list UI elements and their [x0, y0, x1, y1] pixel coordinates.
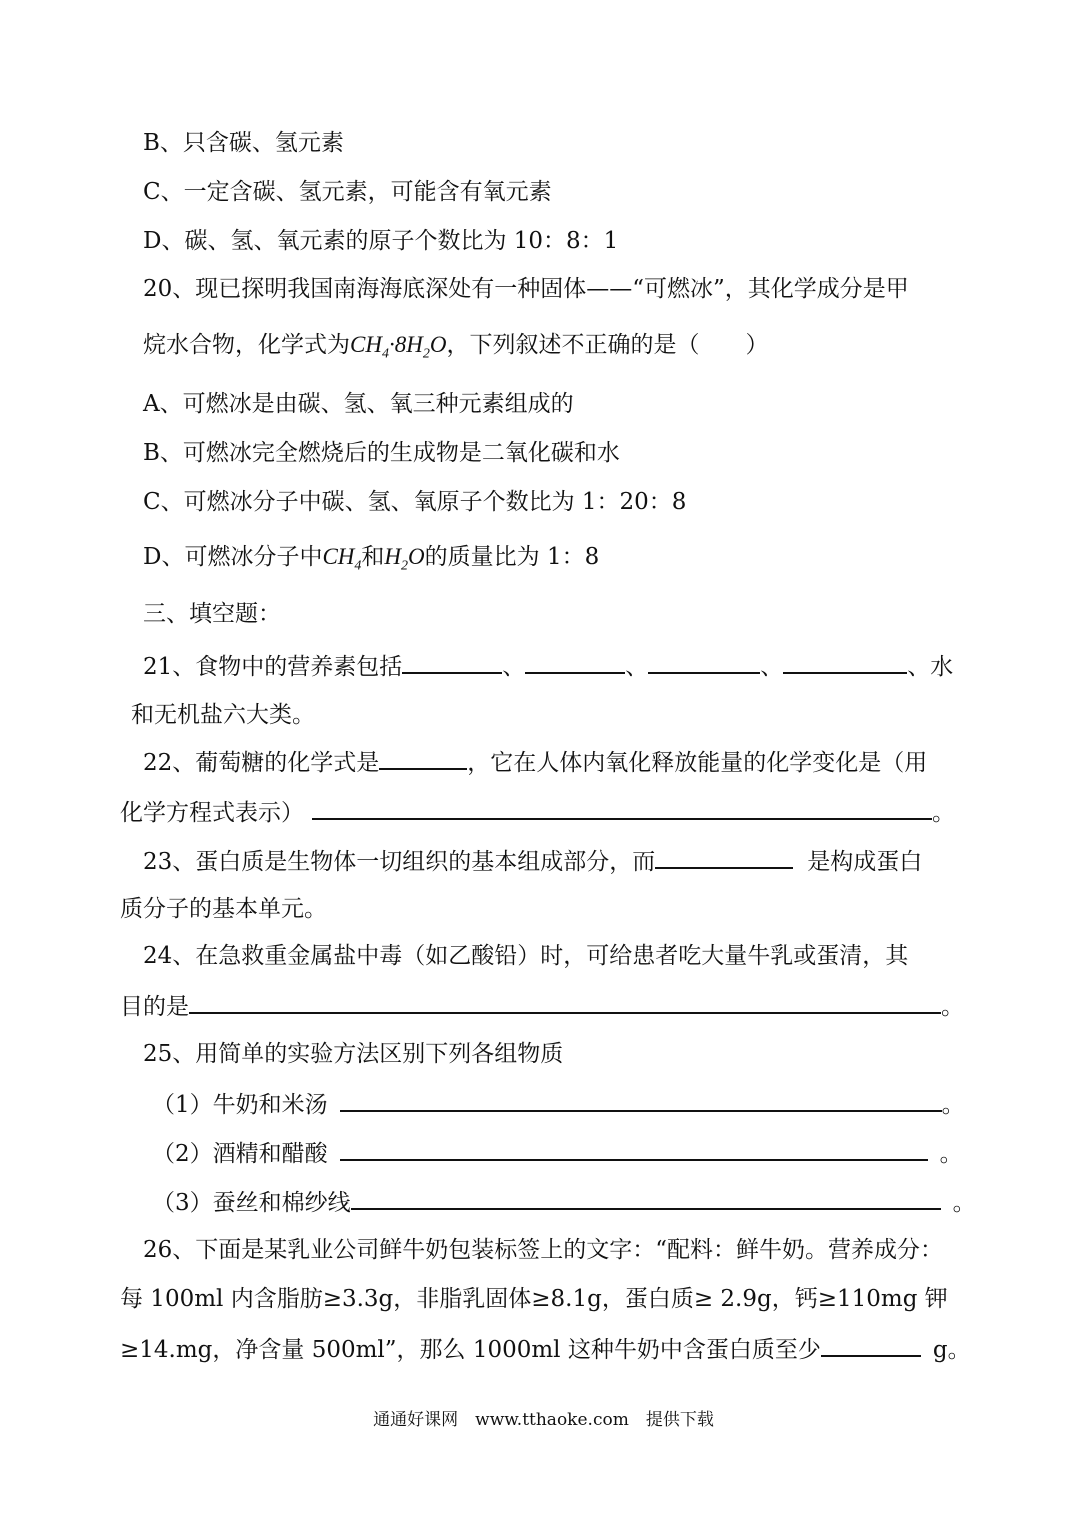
q21-line1 — [143, 650, 953, 682]
q20-option-d — [143, 542, 599, 582]
d-ch: CH — [322, 544, 355, 569]
q23-blank[interactable] — [655, 845, 793, 869]
q20-stem-line2 — [143, 330, 768, 370]
q20-option-a: A、可燃冰是由碳、氢、氧三种元素组成的 — [143, 391, 574, 417]
q25-stem: 25、用简单的实验方法区别下列各组物质 — [143, 1041, 564, 1067]
q26-line2: 每 100ml 内含脂肪≥3.3g，非脂乳固体≥8.1g，蛋白质≥ 2.9g，钙≥110mg 钾 — [120, 1286, 948, 1312]
q23-text-b: 是构成蛋白 — [807, 849, 923, 875]
section-3-heading: 三、填空题： — [143, 601, 281, 627]
q20-d-text-b: 的质量比为 1：8 — [424, 544, 600, 570]
q26-line1: 26、下面是某乳业公司鲜牛奶包装标签上的文字：“配料：鲜牛奶。营养成分： — [143, 1237, 944, 1263]
q25-blank-2[interactable] — [340, 1137, 928, 1161]
d-sub-2: 2 — [401, 558, 409, 574]
q26-line3 — [120, 1333, 971, 1365]
q25-item-3 — [152, 1186, 976, 1218]
q20-formula — [350, 332, 447, 362]
q19-option-b: B、只含碳、氢元素 — [143, 130, 344, 156]
q24-line2 — [120, 990, 964, 1022]
q19-option-d: D、碳、氢、氧元素的原子个数比为 10：8：1 — [143, 228, 619, 254]
formula-sub-2: 2 — [422, 346, 430, 362]
q22-line1 — [143, 746, 927, 778]
q20-d-text-a: D、可燃冰分子中 — [143, 544, 323, 570]
q21-end: 、水 — [907, 654, 954, 680]
q19-option-c: C、一定含碳、氢元素，可能含有氧元素 — [143, 179, 552, 205]
page-footer: 通通好课网 www.tthaoke.com 提供下载 — [373, 1410, 714, 1430]
formula-ch: CH — [350, 332, 382, 357]
q20-option-c: C、可燃冰分子中碳、氢、氧原子个数比为 1：20：8 — [143, 489, 687, 515]
q21-blank-3[interactable] — [648, 650, 760, 674]
q25-end-2: 。 — [939, 1141, 963, 1167]
q24-line1: 24、在急救重金属盐中毒（如乙酸铅）时，可给患者吃大量牛乳或蛋清，其 — [143, 943, 909, 969]
q25-item-1-label: （1）牛奶和米汤 — [152, 1092, 328, 1118]
q24-blank[interactable] — [189, 990, 941, 1014]
q21-sep-3: 、 — [760, 654, 784, 680]
q26-text-b: g。 — [932, 1337, 971, 1363]
q21-line2: 和无机盐六大类。 — [131, 702, 315, 728]
q26-text-a: ≥14.mg，净含量 500ml”，那么 1000ml 这种牛奶中含蛋白质至少 — [120, 1337, 821, 1363]
q20-stem-line1: 20、现已探明我国南海海底深处有一种固体——“可燃冰”，其化学成分是甲 — [143, 276, 909, 302]
q23-text-a: 23、蛋白质是生物体一切组织的基本组成部分，而 — [143, 849, 656, 875]
q23-line2: 质分子的基本单元。 — [120, 896, 327, 922]
q22-blank-2[interactable] — [312, 796, 932, 820]
formula-sub-4: 4 — [381, 346, 389, 362]
q25-end-1: 。 — [941, 1092, 965, 1118]
q25-item-3-label: （3）蚕丝和棉纱线 — [152, 1190, 351, 1216]
q24-end: 。 — [941, 994, 964, 1020]
q21-text: 21、食物中的营养素包括 — [143, 654, 403, 680]
q22-text-a: 22、葡萄糖的化学式是 — [143, 750, 380, 776]
q23-line1 — [143, 845, 922, 877]
q25-end-3: 。 — [952, 1190, 976, 1216]
q24-text: 目的是 — [120, 994, 189, 1020]
formula-mid: ·8H — [388, 332, 423, 357]
q20-d-ch4 — [322, 544, 362, 574]
q26-blank[interactable] — [821, 1333, 921, 1357]
q21-blank-1[interactable] — [402, 650, 502, 674]
q20-stem-text-a: 烷水合物，化学式为 — [143, 332, 350, 358]
q20-option-b: B、可燃冰完全燃烧后的生成物是二氧化碳和水 — [143, 440, 620, 466]
d-o: O — [408, 544, 425, 569]
q20-stem-text-b: ，下列叙述不正确的是（ ） — [446, 332, 769, 358]
q22-text-c: 化学方程式表示） — [120, 800, 304, 826]
q22-blank-1[interactable] — [379, 746, 467, 770]
q21-blank-4[interactable] — [783, 650, 907, 674]
formula-o: O — [429, 332, 447, 357]
q25-blank-1[interactable] — [340, 1088, 942, 1112]
q25-item-2 — [152, 1137, 963, 1169]
d-sub-4: 4 — [354, 558, 362, 574]
d-h: H — [384, 544, 402, 569]
q21-sep-1: 、 — [502, 654, 526, 680]
q22-line2 — [120, 796, 955, 828]
q22-end: 。 — [932, 800, 955, 826]
q21-blank-2[interactable] — [525, 650, 625, 674]
q21-sep-2: 、 — [625, 654, 649, 680]
q25-item-2-label: （2）酒精和醋酸 — [152, 1141, 328, 1167]
q20-d-h2o — [384, 544, 425, 574]
q25-blank-3[interactable] — [351, 1186, 941, 1210]
q25-item-1 — [152, 1088, 965, 1120]
q22-text-b: ，它在人体内氧化释放能量的化学变化是（用 — [467, 750, 928, 776]
q20-d-and: 和 — [361, 544, 385, 570]
